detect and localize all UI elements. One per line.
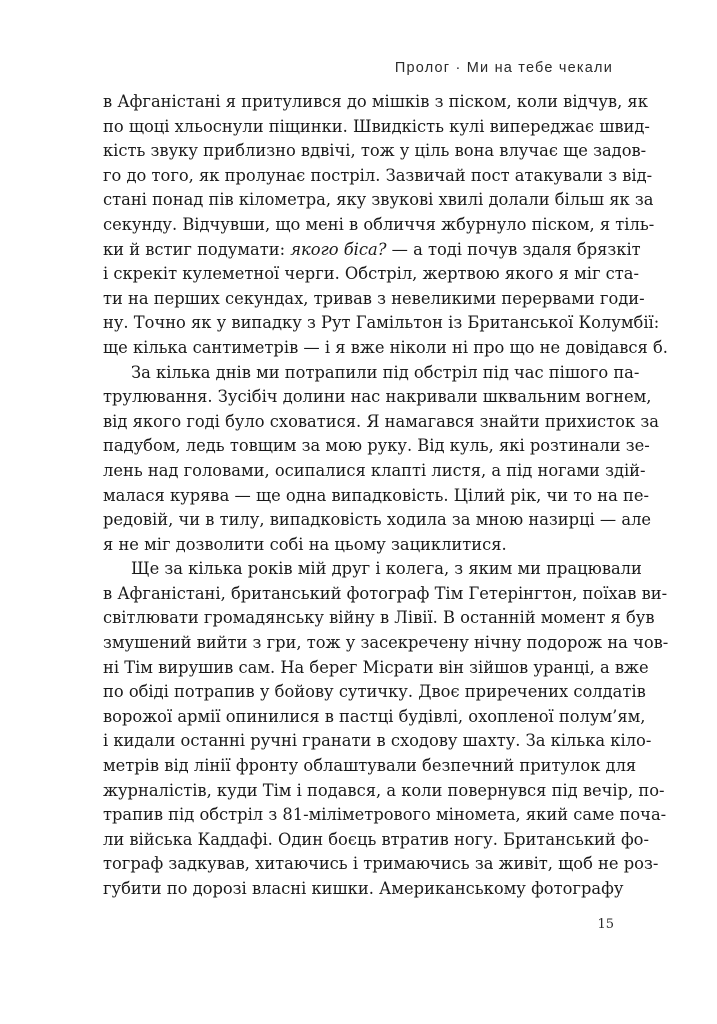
text-line: стані понад пів кілометра, яку звукові хвилі долали більш як за — [103, 190, 654, 210]
text-line: трулювання. Зусібіч долини нас накривали шквальним вогнем, — [103, 387, 652, 407]
text-line: трапив під обстріл з 81-міліметрового міномета, який саме поча- — [103, 805, 667, 825]
text-line: журналістів, куди Тім і подався, а коли повернувся під вечір, по- — [103, 780, 665, 800]
text-line: За кілька днів ми потрапили під обстріл під час пішого па- — [131, 362, 640, 382]
text-line: по обіді потрапив у бойову сутичку. Двоє приречених солдатів — [103, 682, 646, 702]
text-line: ні Тім вирушив сам. На берег Місрати він зійшов уранці, а вже — [103, 657, 649, 677]
text-line: редовій, чи в тилу, випадковість ходила за мною назирці — але — [103, 510, 652, 530]
text-line: Ще за кілька років мій друг і колега, з яким ми працювали — [131, 559, 642, 579]
text-line: ще кілька сантиметрів — і я вже ніколи ні про що не довідався б. — [103, 337, 668, 357]
text-line: лень над головами, осипалися клапті листя, а під ногами здій- — [103, 460, 646, 480]
text-line: ворожої армії опинилися в пастці будівлі, охопленої полум’ям, — [103, 706, 646, 726]
text-line: і скрекіт кулеметної черги. Обстріл, жертвою якого я міг ста- — [103, 264, 640, 284]
text-line: кість звуку приблизно вдвічі, тож у ціль вона влучає ще задов- — [103, 141, 647, 161]
emphasis: якого біса? — [290, 239, 387, 259]
body-text — [103, 90, 669, 902]
text-line: секунду. Відчувши, що мені в обличчя жбурнуло піском, я тіль- — [103, 214, 655, 234]
text-line: губити по дорозі власні кишки. Американському фотографу — [103, 879, 624, 898]
text-line: малася курява — ще одна випадковість. Цілий рік, чи то на пе- — [103, 485, 650, 505]
text-line: ли війська Каддафі. Один боєць втратив ногу. Британський фо- — [103, 829, 649, 849]
text-line: го до того, як пролунає постріл. Зазвичай пост атакували з від- — [103, 165, 653, 185]
text-line: ки й встиг подумати: якого біса? — а тоді почув здаля брязкіт — [103, 239, 641, 259]
text-line: в Афганістані, британський фотограф Тім Гетерінгтон, поїхав ви- — [103, 583, 668, 603]
text-line: змушений вийти з гри, тож у засекречену нічну подорож на чов- — [103, 633, 669, 653]
running-header: Пролог · Ми на тебе чекали — [394, 60, 613, 76]
text-line: в Афганістані я притулився до мішків з піском, коли відчув, як — [103, 92, 648, 111]
text-line: від якого годі було сховатися. Я намагався знайти прихисток за — [103, 411, 659, 431]
text-line: і кидали останні ручні гранати в сходову шахту. За кілька кіло- — [103, 731, 652, 751]
page-number: 15 — [597, 917, 614, 932]
text-line: метрів від лінії фронту облаштували безпечний притулок для — [103, 756, 637, 776]
text-line: ти на перших секундах, тривав з невеликими перервами годи- — [103, 288, 645, 308]
text-line: падубом, ледь товщим за мою руку. Від куль, які розтинали зе- — [103, 436, 650, 456]
text-line: світлювати громадянську війну в Лівії. В останній момент я був — [103, 608, 655, 628]
text-line: ну. Точно як у випадку з Рут Гамільтон із Британської Колумбії: — [103, 313, 660, 333]
text-line: я не міг дозволити собі на цьому зациклитися. — [103, 534, 507, 554]
text-line: по щоці хльоснули піщинки. Швидкість кулі випереджає швид- — [103, 116, 650, 136]
text-line: тограф задкував, хитаючись і тримаючись за живіт, щоб не роз- — [103, 854, 659, 874]
